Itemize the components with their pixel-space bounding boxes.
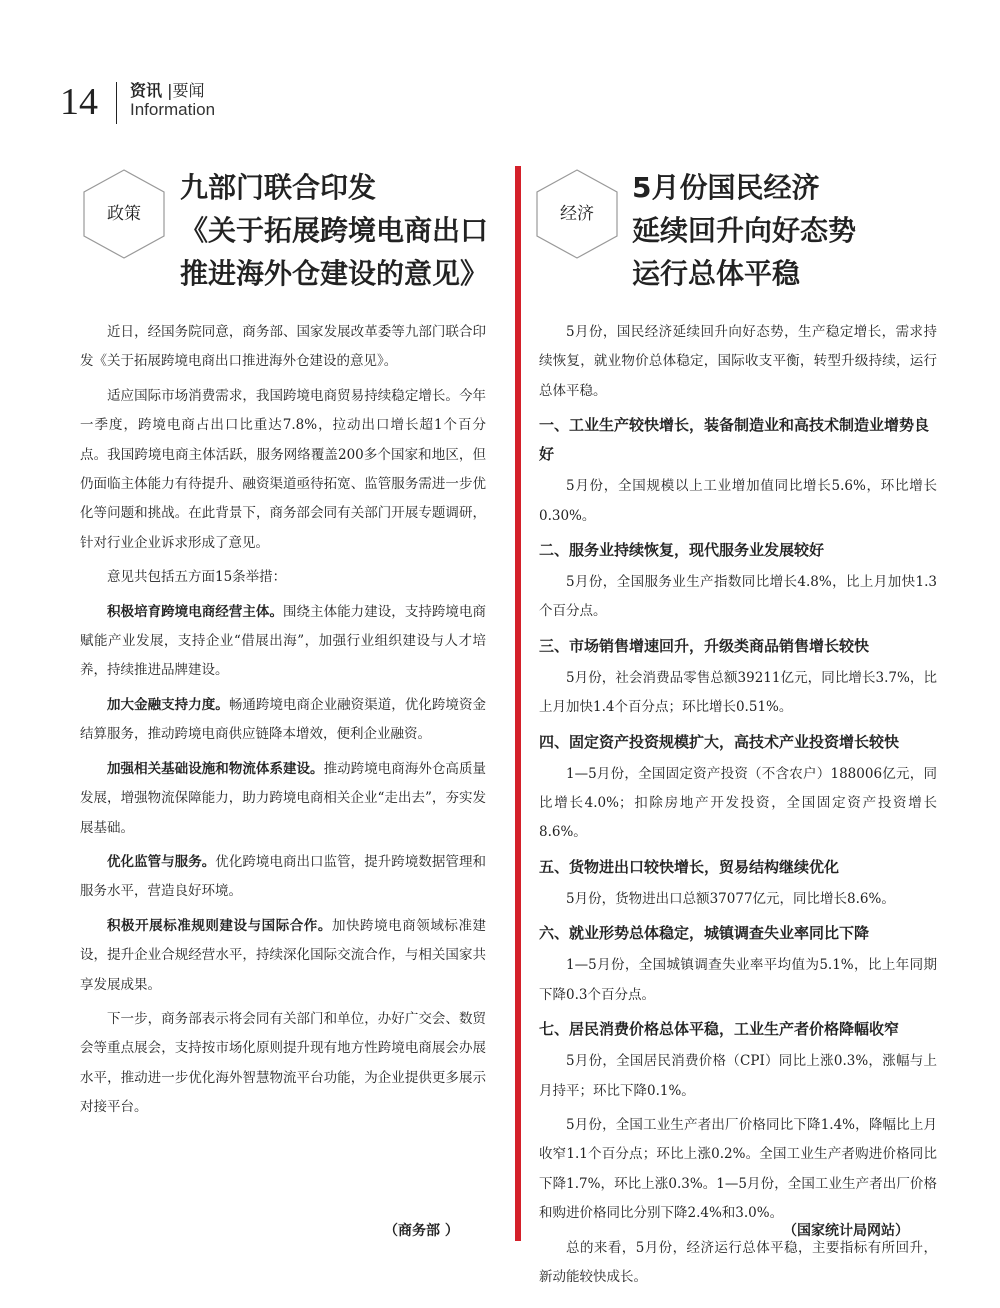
paragraph-lead: 优化监管与服务。: [107, 853, 216, 870]
column-divider: [515, 166, 521, 1241]
section-name-en: Information: [130, 100, 216, 119]
economy-tag-label: 经济: [560, 204, 594, 224]
paragraph-text: 畅通跨境电商企业融资渠道，优化跨境资金结算服务，推动跨境电商供应链降本增效，便利企业融资。: [80, 696, 487, 743]
article-paragraph: [80, 755, 486, 843]
section-heading: 六、就业形势总体稳定，城镇调查失业率同比下降: [539, 924, 870, 943]
right-article-body: [539, 318, 937, 1297]
article-paragraph: 5月份，全国居民消费价格（CPI）同比上涨0.3%，涨幅与上月持平；环比下降0.1%。: [539, 1053, 937, 1099]
left-title-line: 《关于拓展跨境电商出口: [180, 214, 489, 247]
article-paragraph: [80, 848, 486, 907]
right-article-title: [632, 166, 856, 295]
policy-tag-badge: [78, 168, 170, 260]
left-article-body: [80, 318, 486, 1128]
paragraph-text: 适应国际市场消费需求，我国跨境电商贸易持续稳定增长。今年一季度，跨境电商占出口比重达7.8%，拉动出口增长超1个百分点。我国跨境电商主体活跃，服务网络覆盖200多个国家和地区，但仍面临主体能力有待提升、融资渠道亟待拓宽、监管服务需进一步优化等问题和挑战。在此背景下，商务部会同有关部门开展专题调研，针对行业企业诉求形成了意见。: [80, 387, 486, 551]
article-paragraph: 5月份，社会消费品零售总额39211亿元，同比增长3.7%，比上月加快1.4个百分点；环比增长0.51%。: [539, 669, 937, 716]
right-title-line: 延续回升向好态势: [632, 214, 857, 247]
paragraph-lead: 加大金融支持力度。: [107, 696, 229, 713]
article-paragraph: [80, 691, 486, 750]
left-source: （商务部 ）: [384, 1223, 459, 1239]
article-paragraph: [80, 912, 486, 1000]
article-paragraph: [80, 598, 486, 686]
paragraph-lead: 加强相关基础设施和物流体系建设。: [107, 760, 324, 777]
section-heading: 一、工业生产较快增长，装备制造业和高技术制造业增势良好: [539, 416, 930, 464]
paragraph-lead: 积极培育跨境电商经营主体。: [107, 603, 283, 620]
article-paragraph: [80, 318, 486, 377]
article-paragraph: [80, 382, 486, 558]
left-article-title: [180, 166, 488, 295]
subsection-name: |要闻: [167, 81, 205, 100]
article-paragraph: [80, 563, 486, 592]
section-heading: 三、市场销售增速回升，升级类商品销售增长较快: [539, 636, 870, 655]
right-source: （国家统计局网站）: [783, 1223, 909, 1239]
right-title-line: 运行总体平稳: [632, 257, 801, 290]
section-name: 资讯: [130, 81, 163, 100]
section-heading: 七、居民消费价格总体平稳，工业生产者价格降幅收窄: [539, 1020, 900, 1039]
article-paragraph: 1—5月份，全国城镇调查失业率平均值为5.1%，比上年同期下降0.3个百分点。: [539, 957, 937, 1003]
paragraph-text: 近日，经国务院同意，商务部、国家发展改革委等九部门联合印发《关于拓展跨境电商出口推进海外仓建设的意见》。: [80, 324, 486, 370]
article-paragraph: 5月份，全国服务业生产指数同比增长4.8%，比上月加快1.3个百分点。: [539, 574, 937, 620]
paragraph-text: 下一步，商务部表示将会同有关部门和单位，办好广交会、数贸会等重点展会，支持按市场化原则提升现有地方性跨境电商展会办展水平，推动进一步优化海外智慧物流平台功能，为企业提供更多展示对接平台。: [80, 1010, 486, 1116]
header-divider: [116, 82, 117, 124]
article-paragraph: 5月份，国民经济延续回升向好态势，生产稳定增长，需求持续恢复，就业物价总体稳定，国际收支平衡，转型升级持续，运行总体平稳。: [539, 324, 937, 399]
paragraph-text: 围绕主体能力建设，支持跨境电商赋能产业发展，支持企业“借展出海”，加强行业组织建设与人才培养，持续推进品牌建设。: [80, 603, 487, 679]
article-paragraph: 5月份，全国工业生产者出厂价格同比下降1.4%，降幅比上月收窄1.1个百分点；环比上涨0.2%。全国工业生产者购进价格同比下降1.7%，环比上涨0.3%。1—5月份，全国工业生产者出厂价格和购进价格同比分别下降2.4%和3.0%。: [539, 1116, 937, 1222]
section-heading: 五、货物进出口较快增长，贸易结构继续优化: [539, 857, 840, 876]
paragraph-text: 优化跨境电商出口监管，提升跨境数据管理和服务水平，营造良好环境。: [80, 853, 486, 900]
left-title-line: 九部门联合印发: [180, 171, 377, 204]
section-heading: 二、服务业持续恢复，现代服务业发展较好: [539, 541, 825, 560]
right-title-line: 5月份国民经济: [632, 171, 820, 204]
policy-tag-label: 政策: [107, 204, 141, 224]
article-paragraph: 总的来看，5月份，经济运行总体平稳，主要指标有所回升，新动能较快成长。: [539, 1239, 937, 1285]
article-paragraph: 5月份，货物进出口总额37077亿元，同比增长8.6%。: [566, 890, 895, 907]
paragraph-lead: 积极开展标准规则建设与国际合作。: [107, 917, 332, 934]
section-heading: 四、固定资产投资规模扩大，高技术产业投资增长较快: [539, 732, 900, 751]
section-label: [130, 78, 205, 101]
page-number: 14: [60, 81, 98, 123]
paragraph-text: 加快跨境电商领域标准建设，提升企业合规经营水平，持续深化国际交流合作，与相关国家共享发展成果。: [80, 917, 487, 993]
paragraph-text: 意见共包括五方面15条举措：: [107, 569, 287, 586]
paragraph-text: 推动跨境电商海外仓高质量发展，增强物流保障能力，助力跨境电商相关企业“走出去”，夯实发展基础。: [80, 760, 487, 836]
left-title-line: 推进海外仓建设的意见》: [180, 257, 489, 290]
economy-tag-badge: [531, 168, 623, 260]
article-paragraph: [80, 1005, 486, 1123]
article-paragraph: 1—5月份，全国固定资产投资（不含农户）188006亿元，同比增长4.0%；扣除房地产开发投资，全国固定资产投资增长8.6%。: [539, 765, 937, 841]
article-paragraph: 5月份，全国规模以上工业增加值同比增长5.6%，环比增长0.30%。: [539, 478, 937, 524]
